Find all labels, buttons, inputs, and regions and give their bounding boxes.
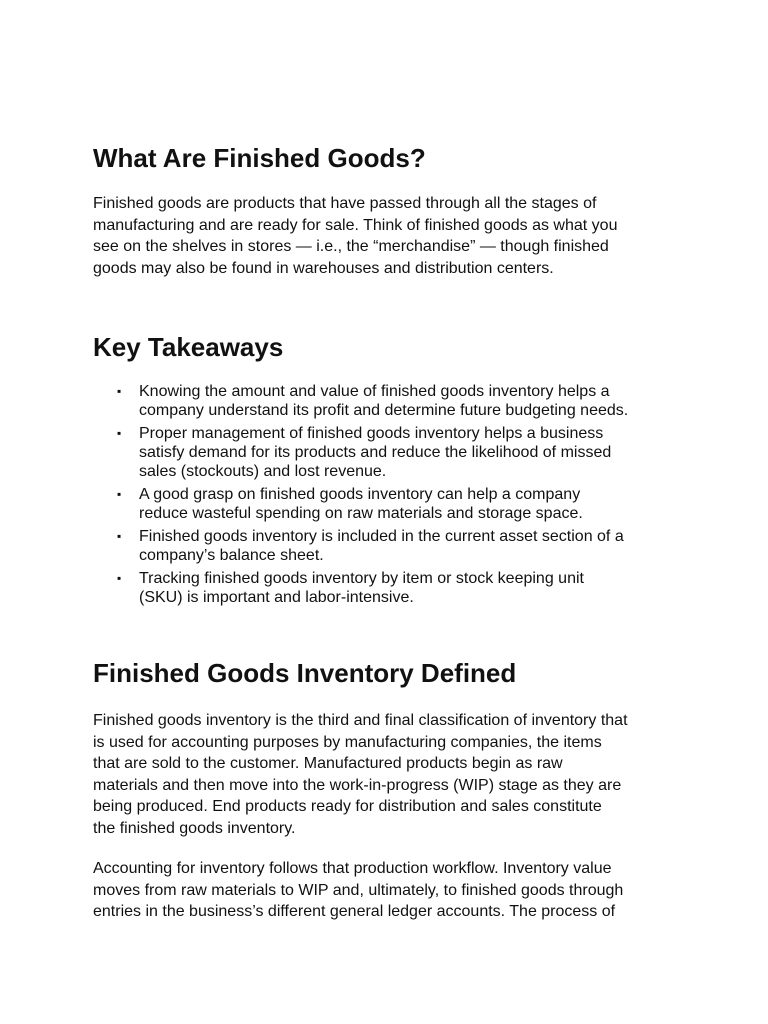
text-line: the finished goods inventory. <box>93 819 296 837</box>
text-line: sales (stockouts) and lost revenue. <box>139 463 387 480</box>
heading-what-are-finished-goods: What Are Finished Goods? <box>93 143 426 173</box>
text-line: satisfy demand for its products and reduce the likelihood of missed <box>139 444 612 461</box>
text-line: goods may also be found in warehouses and distribution centers. <box>93 259 554 277</box>
bullet-icon: ▪ <box>117 571 122 585</box>
text-line: (SKU) is important and labor-intensive. <box>139 589 414 606</box>
text-line: Finished goods are products that have passed through all the stages of <box>93 195 597 212</box>
text-line: moves from raw materials to WIP and, ultimately, to finished goods through <box>93 881 624 899</box>
text-line: that are sold to the customer. Manufactured products begin as raw <box>93 755 563 772</box>
text-line: being produced. End products ready for distribution and sales constitute <box>93 798 602 815</box>
heading-key-takeaways: Key Takeaways <box>93 332 284 362</box>
text-line: Knowing the amount and value of finished goods inventory helps a <box>139 383 610 400</box>
bullet-icon: ▪ <box>117 426 122 440</box>
intro-paragraph <box>93 193 693 279</box>
heading-finished-goods-inventory-defined: Finished Goods Inventory Defined <box>93 658 517 688</box>
list-item <box>117 527 693 565</box>
text-line: Accounting for inventory follows that production workflow. Inventory value <box>93 860 612 877</box>
text-line: is used for accounting purposes by manufacturing companies, the items <box>93 733 602 751</box>
defined-paragraph-1 <box>93 710 693 839</box>
bullet-icon: ▪ <box>117 384 122 398</box>
text-line: A good grasp on finished goods inventory can help a company <box>139 486 581 503</box>
list-item <box>117 569 693 607</box>
document-body <box>93 140 693 923</box>
text-line: Proper management of finished goods inventory helps a business <box>139 425 604 442</box>
bullet-icon: ▪ <box>117 529 122 543</box>
text-line: entries in the business’s different general ledger accounts. The process of <box>93 903 616 920</box>
defined-paragraph-2 <box>93 858 693 923</box>
text-line: company’s balance sheet. <box>139 547 324 564</box>
bullet-icon: ▪ <box>117 487 122 501</box>
key-takeaways-list <box>93 382 693 607</box>
text-line: company understand its profit and determine future budgeting needs. <box>139 402 629 419</box>
list-item <box>117 382 693 420</box>
text-line: see on the shelves in stores — i.e., the “merchandise” — though finished <box>93 238 609 255</box>
text-line: Tracking finished goods inventory by item or stock keeping unit <box>139 570 584 587</box>
text-line: Finished goods inventory is the third and final classification of inventory that <box>93 712 628 729</box>
text-line: manufacturing and are ready for sale. Think of finished goods as what you <box>93 216 618 234</box>
list-item <box>117 485 693 523</box>
text-line: materials and then move into the work-in-progress (WIP) stage as they are <box>93 776 622 794</box>
text-line: Finished goods inventory is included in the current asset section of a <box>139 528 624 545</box>
text-line: reduce wasteful spending on raw materials and storage space. <box>139 505 583 522</box>
list-item <box>117 424 693 481</box>
